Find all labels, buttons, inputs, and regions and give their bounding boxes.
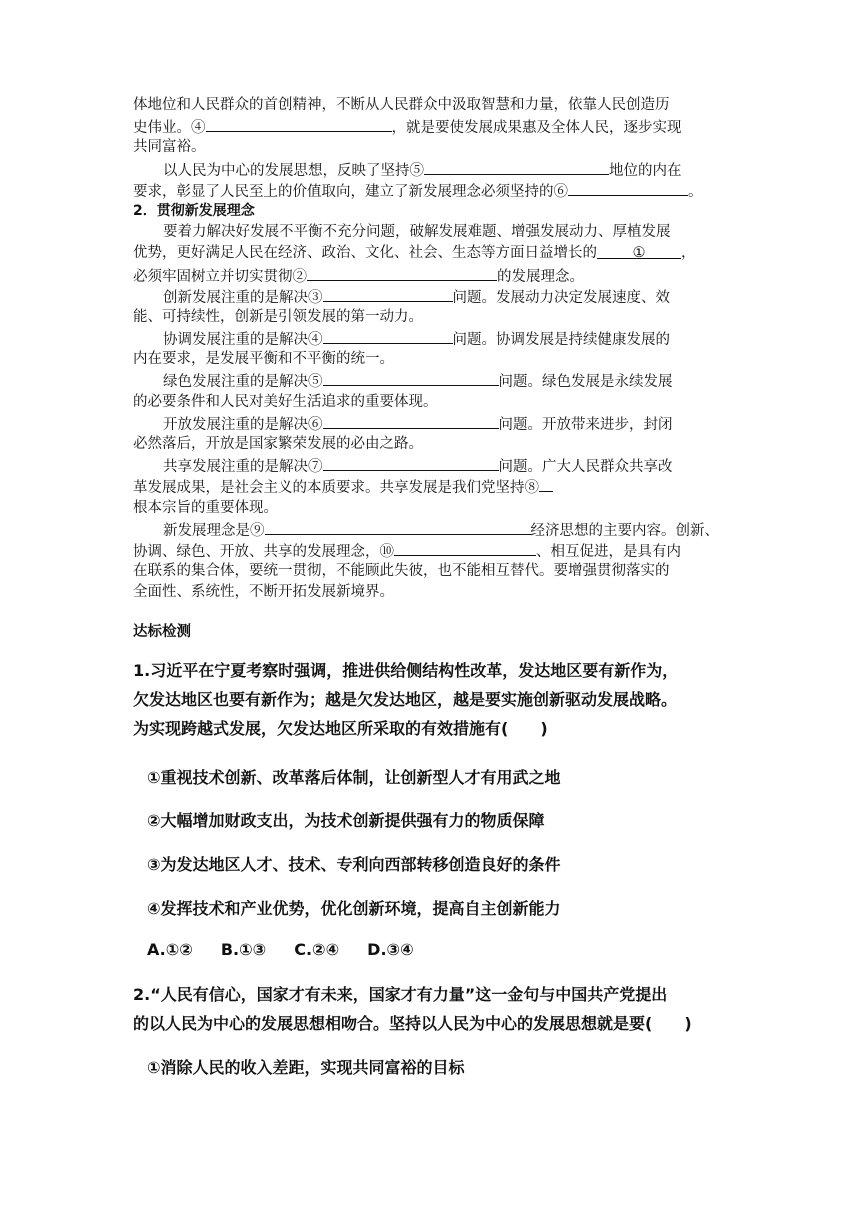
text-line xyxy=(133,307,738,328)
question-2 xyxy=(133,980,753,1038)
question-line: 的以人民为中心的发展思想相吻合。坚持以人民为中心的发展思想就是要( ) xyxy=(133,1014,692,1033)
text: 问题。开放带来进步，封闭 xyxy=(498,416,673,433)
text-line xyxy=(133,392,738,413)
text-line xyxy=(133,434,738,455)
text: 经济思想的主要内容。创新、 xyxy=(530,522,719,539)
answer-choices xyxy=(147,940,442,959)
text-line xyxy=(133,222,738,243)
review-text xyxy=(133,95,738,604)
text: 问题。发展动力决定发展速度、效 xyxy=(452,289,670,306)
text-line xyxy=(133,498,738,519)
text: 必然落后，开放是国家繁荣发展的必由之路。 xyxy=(133,436,423,452)
section-heading xyxy=(133,201,738,222)
choice-c[interactable]: C.②④ xyxy=(294,940,340,959)
text: 史伟业。④ xyxy=(133,120,206,137)
text: 问题。绿色发展是永续发展 xyxy=(498,374,673,391)
fill-blank-5[interactable] xyxy=(424,159,609,175)
text-line xyxy=(133,370,738,391)
question-line: 1.习近平在宁夏考察时强调，推进供给侧结构性改革，发达地区要有新作为， xyxy=(133,661,679,680)
text-line xyxy=(133,116,738,137)
fill-blank-6b[interactable] xyxy=(323,413,499,429)
text: 优势，更好满足人民在经济、政治、文化、社会、生态等方面日益增长的 xyxy=(133,245,597,262)
text: 问题。广大人民群众共享改 xyxy=(498,459,673,476)
fill-blank-1[interactable] xyxy=(597,243,681,262)
text: ， xyxy=(681,245,696,262)
text-line xyxy=(133,413,738,434)
text: 能、可持续性，创新是引领发展的第一动力。 xyxy=(133,308,423,325)
option-2: ②大幅增加财政支出，为技术创新提供强有力的物质保障 xyxy=(147,811,545,830)
text: 根本宗旨的重要体现。 xyxy=(133,499,278,516)
text: 内在要求，是发展平衡和不平衡的统一。 xyxy=(133,351,394,368)
option-1: ①重视技术创新、改革落后体制，让创新型人才有用武之地 xyxy=(147,768,561,787)
text-line xyxy=(133,540,738,561)
text: 开放发展注重的是解决⑥ xyxy=(163,416,323,433)
text: 新发展理念是⑨ xyxy=(163,522,265,539)
text-line xyxy=(133,561,738,582)
text: 体地位和人民群众的首创精神，不断从人民群众中汲取智慧和力量，依靠人民创造历 xyxy=(133,97,670,113)
text: 问题。协调发展是持续健康发展的 xyxy=(452,332,670,349)
option-3: ③为发达地区人才、技术、专利向西部转移创造良好的条件 xyxy=(147,855,561,874)
fill-blank-8[interactable] xyxy=(539,476,553,492)
choice-b[interactable]: B.①③ xyxy=(220,940,267,959)
text: 协调发展注重的是解决④ xyxy=(163,332,323,349)
fill-blank-4[interactable] xyxy=(206,116,392,132)
text-line xyxy=(133,265,738,286)
text-line xyxy=(133,582,738,603)
text-line xyxy=(133,519,738,540)
text: 共同富裕。 xyxy=(133,139,206,156)
text-line xyxy=(133,159,738,180)
text: 地位的内在 xyxy=(609,162,682,179)
text: 以人民为中心的发展思想，反映了坚持⑤ xyxy=(163,162,424,179)
text: 、相互促进，是具有内 xyxy=(536,543,681,560)
question-line: 欠发达地区也要有新作为；越是欠发达地区，越是要实施创新驱动发展战略。 xyxy=(133,690,678,709)
text: ，就是要使发展成果惠及全体人民，逐步实现 xyxy=(391,120,682,137)
text: 的发展理念。 xyxy=(497,268,584,285)
fill-blank-5b[interactable] xyxy=(323,370,499,386)
fill-blank-9[interactable] xyxy=(265,519,531,535)
text: 。 xyxy=(688,183,703,200)
fill-blank-7[interactable] xyxy=(323,455,499,471)
text-line xyxy=(133,95,738,116)
text: 的必要条件和人民对美好生活追求的重要体现。 xyxy=(133,393,438,410)
question-line: 为实现跨越式发展，欠发达地区所采取的有效措施有( ) xyxy=(133,719,548,738)
text-line xyxy=(133,476,738,497)
text: 绿色发展注重的是解决⑤ xyxy=(163,374,323,391)
fill-blank-2[interactable] xyxy=(307,265,497,281)
question-1 xyxy=(133,656,753,743)
text-line xyxy=(133,137,738,158)
choice-d[interactable]: D.③④ xyxy=(367,940,414,959)
text-line xyxy=(133,328,738,349)
text: 革发展成果，是社会主义的本质要求。共享发展是我们党坚持⑧ xyxy=(133,480,539,497)
text-line xyxy=(133,180,738,201)
text-line xyxy=(133,349,738,370)
text: 共享发展注重的是解决⑦ xyxy=(163,459,323,476)
option-4: ④发挥技术和产业优势，优化创新环境，提高自主创新能力 xyxy=(147,899,561,918)
text: 全面性、系统性，不断开拓发展新境界。 xyxy=(133,584,394,601)
option-1: ①消除人民的收入差距，实现共同富裕的目标 xyxy=(147,1058,465,1077)
blank-number: ① xyxy=(632,245,646,262)
text-line xyxy=(133,243,738,264)
text: 协调、绿色、开放、共享的发展理念，⑩ xyxy=(133,543,394,560)
test-heading: 达标检测 xyxy=(133,624,191,640)
text-line xyxy=(133,286,738,307)
choice-a[interactable]: A.①② xyxy=(147,940,193,959)
text: 要着力解决好发展不平衡不充分问题，破解发展难题、增强发展动力、厚植发展 xyxy=(163,224,671,241)
question-line: 2.“人民有信心，国家才有未来，国家才有力量”这一金句与中国共产党提出 xyxy=(133,985,668,1004)
fill-blank-6[interactable] xyxy=(568,180,688,196)
fill-blank-10[interactable] xyxy=(394,540,536,556)
text: 必须牢固树立并切实贯彻② xyxy=(133,268,307,285)
heading-text: 2．贯彻新发展理念 xyxy=(133,202,255,219)
text: 创新发展注重的是解决③ xyxy=(163,289,323,306)
fill-blank-4b[interactable] xyxy=(323,328,453,344)
fill-blank-3[interactable] xyxy=(323,286,453,302)
text: 在联系的集合体，要统一贯彻，不能顾此失彼，也不能相互替代。要增强贯彻落实的 xyxy=(133,563,670,580)
text-line xyxy=(133,455,738,476)
text: 要求，彰显了人民至上的价值取向，建立了新发展理念必须坚持的⑥ xyxy=(133,183,568,200)
